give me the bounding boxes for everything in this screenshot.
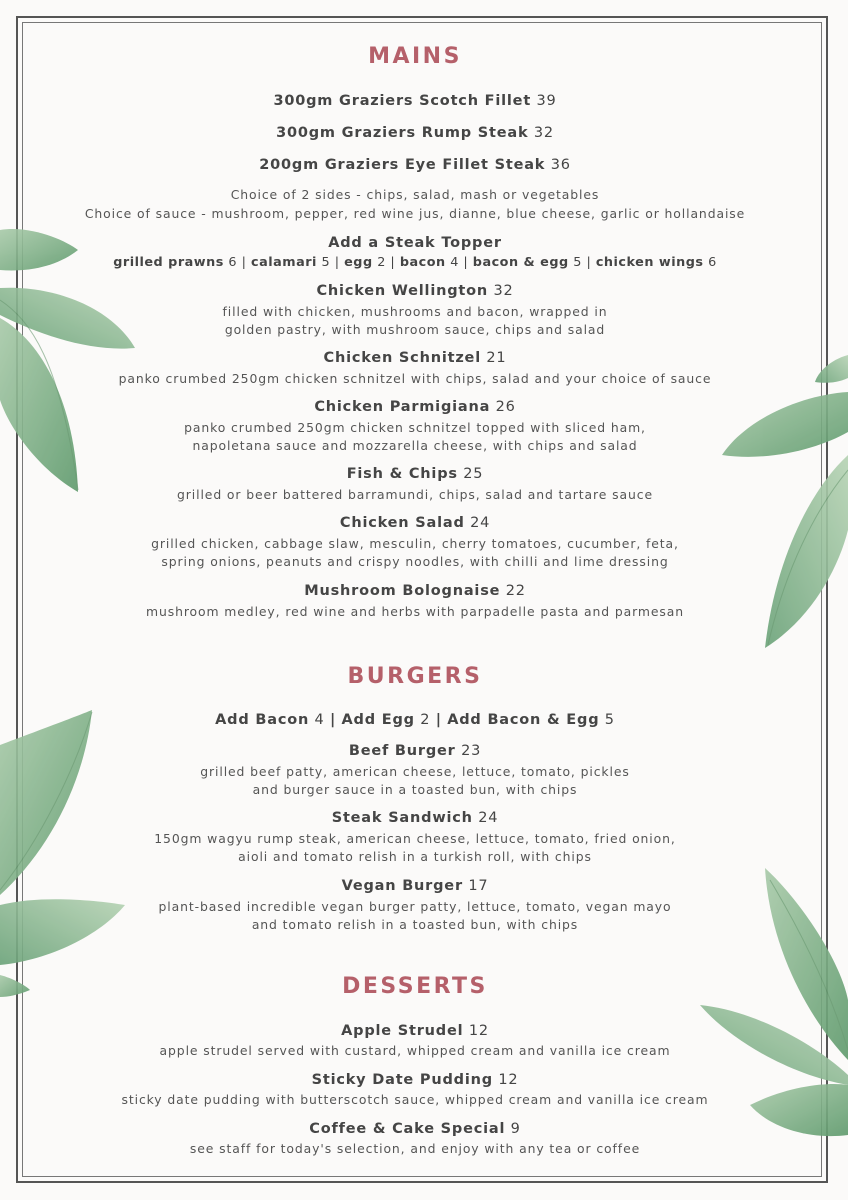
item-price: 17 [468,878,489,894]
steak-sides-note: Choice of 2 sides - chips, salad, mash or vegetables [230,187,600,202]
menu-item-eye-fillet [0,157,830,173]
menu-item-sticky-date-pudding [0,1072,830,1088]
item-price: 9 [510,1121,521,1137]
addon-name: Add Bacon [215,712,310,728]
addon-price: 4 [314,712,325,728]
menu-item-mushroom-bolognaise [0,583,830,599]
steak-sauce-note: Choice of sauce - mushroom, pepper, red wine jus, dianne, blue cheese, garlic or hollandaise [84,206,746,221]
item-price: 24 [478,810,499,826]
item-description: 150gm wagyu rump steak, american cheese, lettuce, tomato, fried onion, [154,831,676,846]
burger-addons: Add Bacon 4 | Add Egg 2 | Add Bacon & Egg 5 [215,712,615,728]
item-description: spring onions, peanuts and crispy noodles, with chilli and lime dressing [161,554,669,569]
item-price: 32 [493,283,514,299]
item-description: grilled or beer battered barramundi, chips, salad and tartare sauce [177,487,653,502]
item-name: Sticky Date Pudding [311,1072,493,1088]
item-price: 24 [470,515,491,531]
item-price: 22 [505,583,526,599]
item-name: Chicken Salad [339,515,465,531]
item-description: grilled chicken, cabbage slaw, mesculin, cherry tomatoes, cucumber, feta, [151,536,679,551]
item-name: Vegan Burger [341,878,463,894]
topper-price: 2 [377,255,386,270]
item-description: plant-based incredible vegan burger patty, lettuce, tomato, vegan mayo [158,899,672,914]
item-description: sticky date pudding with butterscotch sauce, whipped cream and vanilla ice cream [121,1092,709,1107]
item-description: panko crumbed 250gm chicken schnitzel with chips, salad and your choice of sauce [118,371,712,386]
item-name: Chicken Parmigiana [314,399,491,415]
item-price: 12 [498,1072,519,1088]
menu-item-fish-and-chips [0,466,830,482]
addon-price: 5 [604,712,615,728]
item-description: golden pastry, with mushroom sauce, chips and salad [224,322,606,337]
section-heading-mains: MAINS [368,44,462,69]
menu-item-coffee-cake-special [0,1121,830,1137]
item-name: Chicken Wellington [316,283,489,299]
menu-item-chicken-salad [0,515,830,531]
item-name: Beef Burger [348,743,456,759]
topper-name: bacon [399,255,446,270]
item-name: Fish & Chips [346,466,458,482]
item-description: and tomato relish in a toasted bun, with chips [251,917,579,932]
menu-item-vegan-burger [0,878,830,894]
addon-name: Add Bacon & Egg [447,712,600,728]
item-name: Coffee & Cake Special [309,1121,506,1137]
menu-item-steak-sandwich [0,810,830,826]
item-name: Steak Sandwich [331,810,473,826]
item-price: 26 [495,399,516,415]
item-price: 36 [550,157,571,173]
item-name: Apple Strudel [341,1023,464,1039]
item-price: 23 [461,743,482,759]
item-price: 39 [536,93,557,109]
topper-price: 6 [228,255,238,270]
topper-price: 4 [450,255,459,270]
section-heading-burgers: BURGERS [347,664,483,689]
topper-name: calamari [251,255,317,270]
topper-name: egg [344,255,373,270]
section-heading-desserts: DESSERTS [342,974,488,999]
menu-item-beef-burger [0,743,830,759]
menu-item-chicken-parmigiana [0,399,830,415]
addon-name: Add Egg [341,712,415,728]
topper-price: 5 [321,255,331,270]
menu-item-rump-steak [0,125,830,141]
item-description: grilled beef patty, american cheese, lettuce, tomato, pickles [200,764,630,779]
item-description: aioli and tomato relish in a turkish roll, with chips [238,849,592,864]
topper-price: 5 [573,255,582,270]
menu-item-chicken-schnitzel [0,350,830,366]
item-description: see staff for today's selection, and enjoy with any tea or coffee [189,1141,641,1156]
item-price: 25 [463,466,484,482]
item-name: Chicken Schnitzel [323,350,481,366]
item-name: 300gm Graziers Scotch Fillet [273,93,532,109]
item-description: napoletana sauce and mozzarella cheese, with chips and salad [192,438,638,453]
addon-price: 2 [420,712,431,728]
item-name: 200gm Graziers Eye Fillet Steak [259,157,546,173]
steak-topper-title [0,235,830,251]
item-price: 32 [533,125,554,141]
steak-topper-options: grilled prawns 6 | calamari 5 | egg 2 | bacon 4 | bacon & egg 5 | chicken wings 6 [113,255,717,270]
topper-price: 6 [708,255,717,270]
item-name: 300gm Graziers Rump Steak [276,125,529,141]
menu-item-scotch-fillet [0,93,830,109]
topper-name: grilled prawns [113,255,224,270]
menu-item-apple-strudel [0,1023,830,1039]
topper-name: bacon & egg [472,255,569,270]
item-description: apple strudel served with custard, whipped cream and vanilla ice cream [159,1043,671,1058]
topper-name: chicken wings [595,255,704,270]
menu-item-chicken-wellington [0,283,830,299]
item-price: 12 [468,1023,489,1039]
item-name: Mushroom Bolognaise [304,583,501,599]
item-description: panko crumbed 250gm chicken schnitzel topped with sliced ham, [184,420,646,435]
item-description: and burger sauce in a toasted bun, with chips [252,782,578,797]
topper-title-text: Add a Steak Topper [328,235,502,251]
item-price: 21 [486,350,507,366]
item-description: filled with chicken, mushrooms and bacon, wrapped in [222,304,608,319]
item-description: mushroom medley, red wine and herbs with parpadelle pasta and parmesan [145,604,685,619]
